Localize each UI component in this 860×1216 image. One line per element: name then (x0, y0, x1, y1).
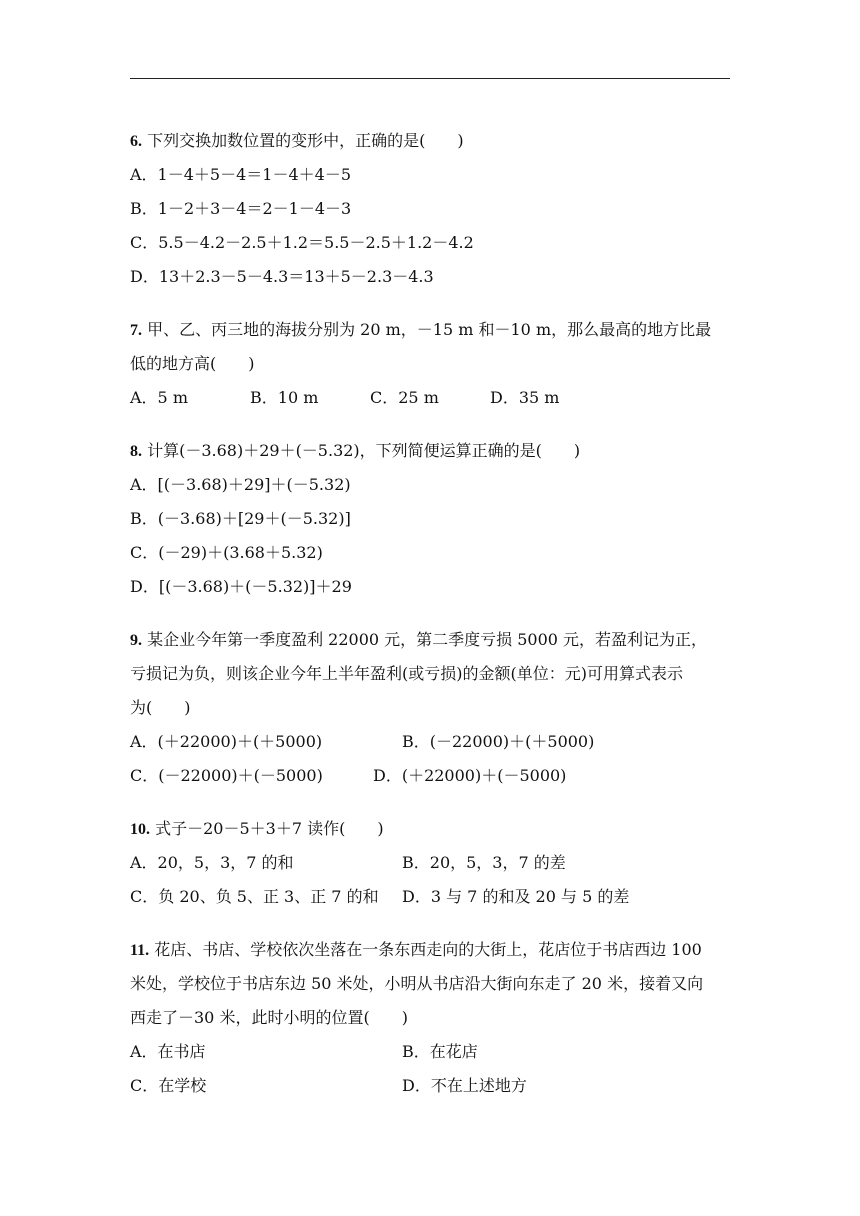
question-number: 10. (130, 821, 150, 838)
question-9 (130, 623, 735, 793)
option-b: B．1－2＋3－4＝2－1－4－3 (130, 199, 352, 218)
question-text: 某企业今年第一季度盈利 22000 元，第二季度亏损 5000 元，若盈利记为正， (147, 630, 708, 649)
question-text-continued: 西走了－30 米，此时小明的位置( ) (130, 1008, 408, 1027)
option-d: D．不在上述地方 (402, 1076, 527, 1095)
question-text-continued: 低的地方高( ) (130, 354, 255, 373)
option-c: C．(－22000)＋(－5000) (130, 766, 323, 785)
option-d: D．13＋2.3－5－4.3＝13＋5－2.3－4.3 (130, 267, 434, 286)
option-b: B．20，5，3，7 的差 (402, 853, 566, 872)
options-row (130, 759, 735, 793)
options-row (130, 1069, 735, 1103)
question-text-continued: 为( ) (130, 698, 191, 717)
question-text-continued: 米处，学校位于书店东边 50 米处，小明从书店沿大街向东走了 20 米，接着又向 (130, 974, 704, 993)
question-stem (130, 124, 735, 158)
question-11 (130, 933, 735, 1103)
option-d: D．35 m (490, 388, 560, 407)
option-c: C．25 m (370, 388, 439, 407)
question-stem (130, 434, 735, 468)
options-row (130, 846, 735, 880)
question-stem (130, 812, 735, 846)
question-list (130, 124, 735, 1122)
question-text: 花店、书店、学校依次坐落在一条东西走向的大街上，花店位于书店西边 100 (154, 940, 702, 959)
question-6 (130, 124, 735, 294)
question-number: 11. (130, 942, 150, 959)
question-text: 式子－20－5＋3＋7 读作( ) (155, 819, 384, 838)
question-number: 6. (130, 133, 142, 150)
question-stem (130, 623, 735, 657)
question-text: 计算(－3.68)＋29＋(－5.32)，下列简便运算正确的是( ) (147, 441, 581, 460)
option-c: C．5.5－4.2－2.5＋1.2＝5.5－2.5＋1.2－4.2 (130, 233, 474, 252)
header-rule (130, 78, 730, 79)
option-b: B．(－22000)＋(＋5000) (402, 732, 595, 751)
option-a: A．5 m (130, 388, 188, 407)
question-text: 下列交换加数位置的变形中，正确的是( ) (147, 131, 464, 150)
question-text: 甲、乙、丙三地的海拔分别为 20 m，－15 m 和－10 m，那么最高的地方比最 (147, 320, 712, 339)
option-a: A．1－4＋5－4＝1－4＋4－5 (130, 165, 351, 184)
option-c: C．在学校 (130, 1076, 207, 1095)
question-number: 7. (130, 322, 142, 339)
question-number: 8. (130, 443, 142, 460)
option-d: D．(＋22000)＋(－5000) (373, 766, 567, 785)
question-7 (130, 313, 735, 415)
option-a: A．[(－3.68)＋29]＋(－5.32) (130, 475, 351, 494)
option-c: C．负 20、负 5、正 3、正 7 的和 (130, 887, 379, 906)
question-stem (130, 933, 735, 967)
options-row (130, 381, 735, 415)
question-number: 9. (130, 632, 142, 649)
question-text-continued: 亏损记为负，则该企业今年上半年盈利(或亏损)的金额(单位：元)可用算式表示 (130, 664, 683, 683)
option-b: B．10 m (250, 388, 319, 407)
option-b: B．(－3.68)＋[29＋(－5.32)] (130, 509, 351, 528)
option-a: A．20，5，3，7 的和 (130, 853, 294, 872)
option-b: B．在花店 (402, 1042, 478, 1061)
options-row (130, 880, 735, 914)
question-10 (130, 812, 735, 914)
option-d: D．3 与 7 的和及 20 与 5 的差 (402, 887, 630, 906)
options-row (130, 725, 735, 759)
question-8 (130, 434, 735, 604)
option-a: A．在书店 (130, 1042, 206, 1061)
option-d: D．[(－3.68)＋(－5.32)]＋29 (130, 577, 352, 596)
option-a: A．(＋22000)＋(＋5000) (130, 732, 323, 751)
question-stem (130, 313, 735, 347)
option-c: C．(－29)＋(3.68＋5.32) (130, 543, 323, 562)
options-row (130, 1035, 735, 1069)
